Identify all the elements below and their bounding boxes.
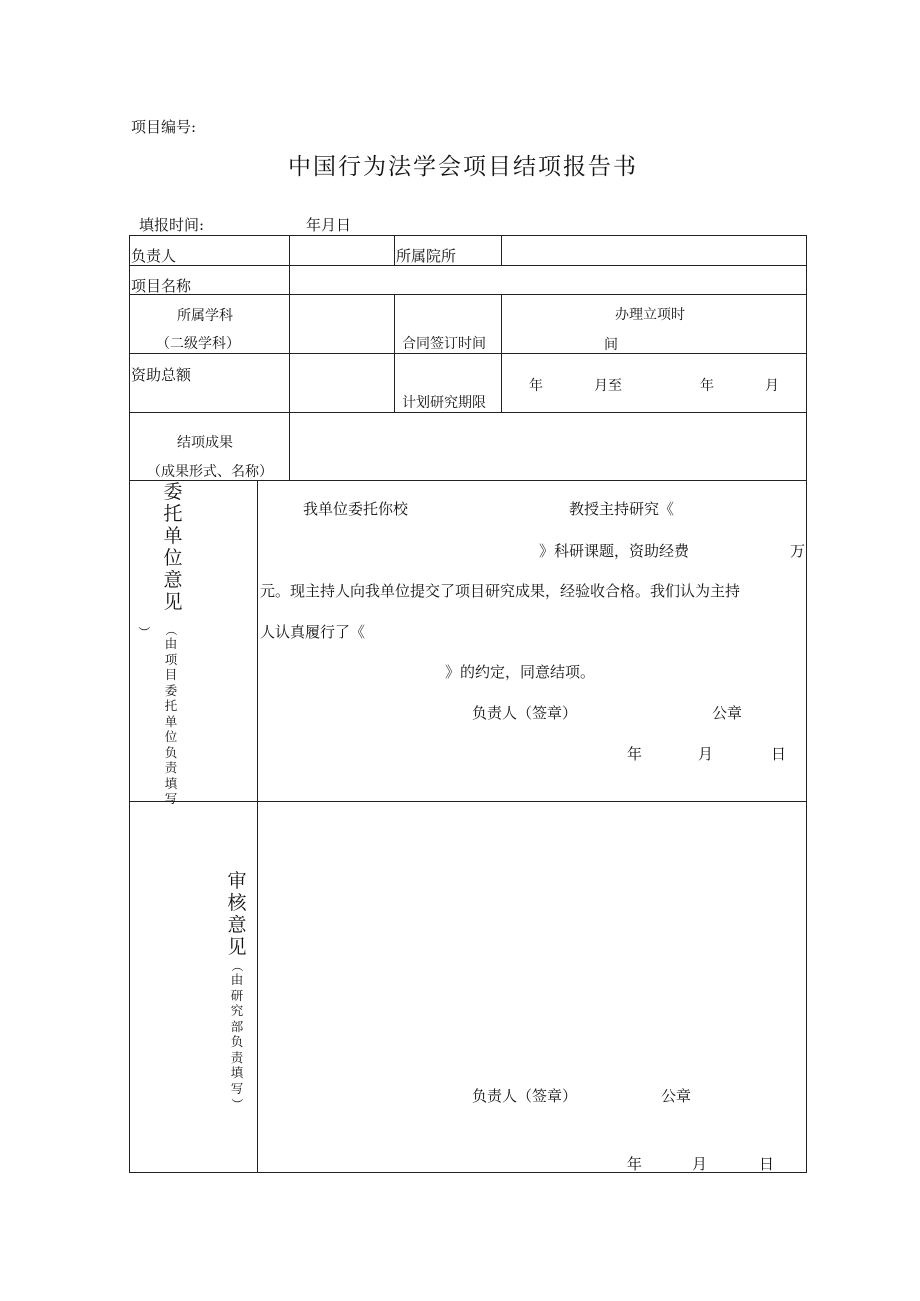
result-sub-label: （成果形式、名称） <box>147 464 273 480</box>
review-date-month: 月 <box>692 1155 708 1173</box>
entrust-opinion-note: （ 由 项 目 委 托 单 位 负 责 填 写 <box>163 623 178 806</box>
entrust-text-line1a: 我单位委托你校 <box>303 500 409 518</box>
review-date-year: 年 <box>627 1155 643 1173</box>
entrust-text-line5: 》的约定，同意结项。 <box>445 663 596 681</box>
period-start-month: 月至 <box>594 378 622 394</box>
approval-time-label-cont: 间 <box>604 337 618 353</box>
period-end-year: 年 <box>700 378 714 394</box>
entrust-date-day: 日 <box>771 745 787 763</box>
project-name-label: 项目名称 <box>131 277 192 295</box>
plan-period-label: 计划研究期限 <box>402 395 486 411</box>
entrust-opinion-heading: 委 托 单 位 意 见 <box>163 481 183 613</box>
contract-time-label: 合同签订时间 <box>402 336 486 352</box>
fill-time-value: 年月日 <box>306 216 352 234</box>
period-start-year: 年 <box>529 378 543 394</box>
review-sign-label: 负责人（签章） <box>472 1087 578 1105</box>
entrust-text-line1b: 教授主持研究《 <box>569 500 675 518</box>
entrust-date-year: 年 <box>627 745 643 763</box>
entrust-text-line2b: 万 <box>790 542 806 560</box>
discipline-label: 所属学科 <box>177 308 233 324</box>
period-end-month: 月 <box>765 378 779 394</box>
entrust-text-line3: 元。现主持人向我单位提交了项目研究成果，经验收合格。我们认为主持 <box>260 582 741 600</box>
entrust-text-line2a: 》科研课题，资助经费 <box>539 542 690 560</box>
review-opinion-note: （ 由 研 究 部 负 责 填 写 ） <box>229 959 244 1111</box>
entrust-seal-label: 公章 <box>712 704 743 722</box>
funding-label: 资助总额 <box>131 366 192 384</box>
entrust-note-bracket: ） <box>136 625 151 639</box>
entrust-text-line4: 人认真履行了《 <box>260 623 366 641</box>
institute-label: 所属院所 <box>396 247 457 265</box>
result-label: 结项成果 <box>177 435 233 451</box>
leader-label: 负责人 <box>131 247 177 265</box>
review-opinion-heading: 审 核 意 见 <box>227 870 247 958</box>
entrust-date-month: 月 <box>698 745 714 763</box>
entrust-sign-label: 负责人（签章） <box>472 704 578 722</box>
page-title: 中国行为法学会项目结项报告书 <box>288 154 638 180</box>
approval-time-label: 办理立项时 <box>615 307 685 323</box>
discipline-sub-label: （二级学科） <box>156 336 240 352</box>
fill-time-label: 填报时间: <box>139 216 205 234</box>
project-number-label: 项目编号: <box>131 118 197 136</box>
review-seal-label: 公章 <box>661 1087 692 1105</box>
review-date-day: 日 <box>759 1155 775 1173</box>
